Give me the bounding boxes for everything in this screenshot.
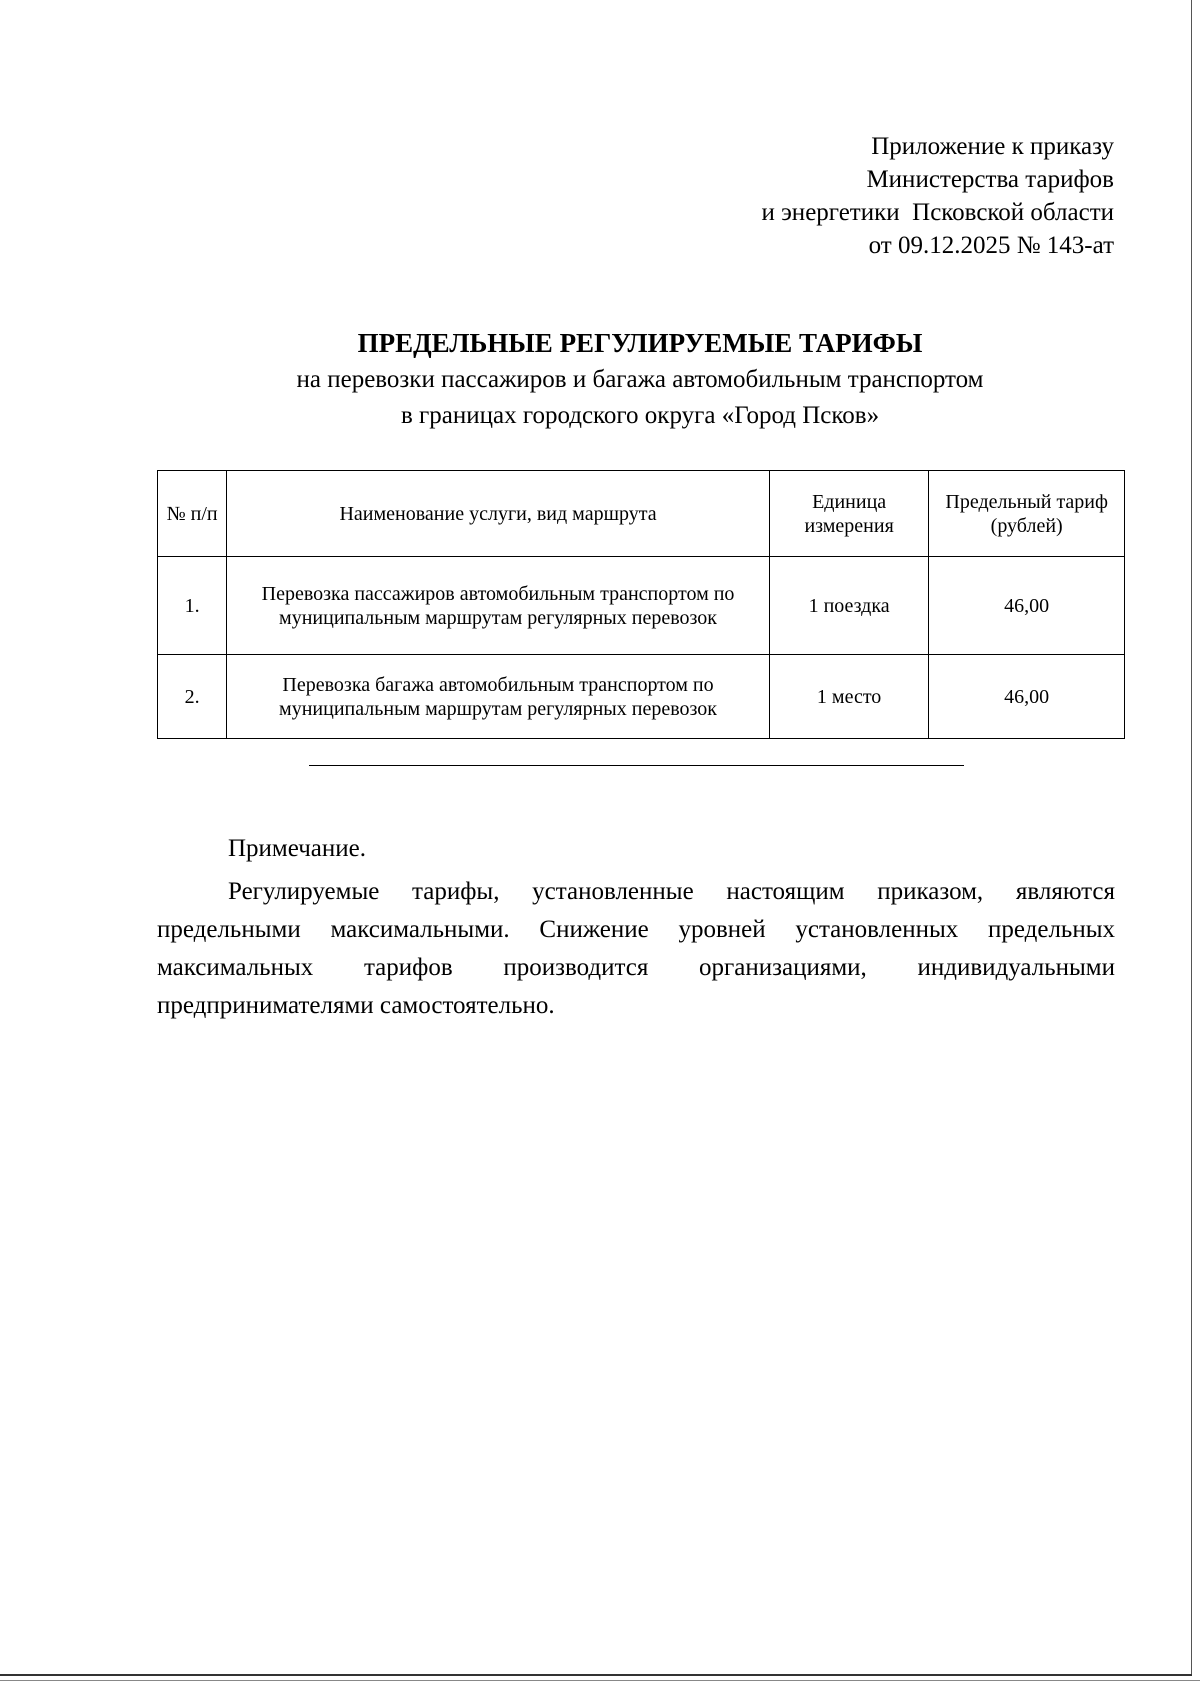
page-edge-right bbox=[1191, 0, 1192, 1675]
header-num: № п/п bbox=[158, 471, 227, 557]
appendix-line-3: и энергетики Псковской области bbox=[761, 199, 1114, 226]
row-unit: 1 поездка bbox=[769, 557, 928, 655]
header-tariff: Предельный тариф (рублей) bbox=[929, 471, 1125, 557]
note-section bbox=[157, 830, 1115, 1025]
appendix-line-2: Министерства тарифов bbox=[866, 166, 1114, 193]
table-header-row bbox=[158, 471, 1125, 557]
row-tariff: 46,00 bbox=[929, 557, 1125, 655]
document-title-block bbox=[160, 324, 1120, 434]
document-title: ПРЕДЕЛЬНЫЕ РЕГУЛИРУЕМЫЕ ТАРИФЫ bbox=[357, 328, 923, 358]
appendix-header bbox=[614, 130, 1114, 262]
table-row bbox=[158, 557, 1125, 655]
page-edge-bottom bbox=[0, 1674, 1192, 1676]
row-name: Перевозка багажа автомобильным транспортом по муниципальным маршрутам регулярных перевозок bbox=[227, 655, 770, 739]
row-unit: 1 место bbox=[769, 655, 928, 739]
header-name: Наименование услуги, вид маршрута bbox=[227, 471, 770, 557]
row-num: 2. bbox=[158, 655, 227, 739]
appendix-line-1: Приложение к приказу bbox=[871, 133, 1114, 160]
header-unit: Единица измерения bbox=[769, 471, 928, 557]
tariff-table bbox=[157, 470, 1125, 739]
appendix-line-4: от 09.12.2025 № 143-ат bbox=[868, 232, 1114, 259]
table-row bbox=[158, 655, 1125, 739]
note-text: Регулируемые тарифы, установленные настоящим приказом, являются предельными максимальными. Снижение уровней установленных предельных максимальных тарифов производится организациями, индивидуальными предпринимателями самостоятельно. bbox=[157, 878, 1115, 1019]
row-tariff: 46,00 bbox=[929, 655, 1125, 739]
horizontal-divider bbox=[309, 765, 964, 766]
document-subtitle-line-2: в границах городского округа «Город Псков» bbox=[400, 402, 880, 429]
row-num: 1. bbox=[158, 557, 227, 655]
row-name: Перевозка пассажиров автомобильным транспортом по муниципальным маршрутам регулярных перевозок bbox=[227, 557, 770, 655]
page-edge-bottom-outer bbox=[0, 1680, 1200, 1681]
document-subtitle-line-1: на перевозки пассажиров и багажа автомобильным транспортом bbox=[296, 366, 984, 393]
note-label: Примечание. bbox=[228, 835, 367, 862]
